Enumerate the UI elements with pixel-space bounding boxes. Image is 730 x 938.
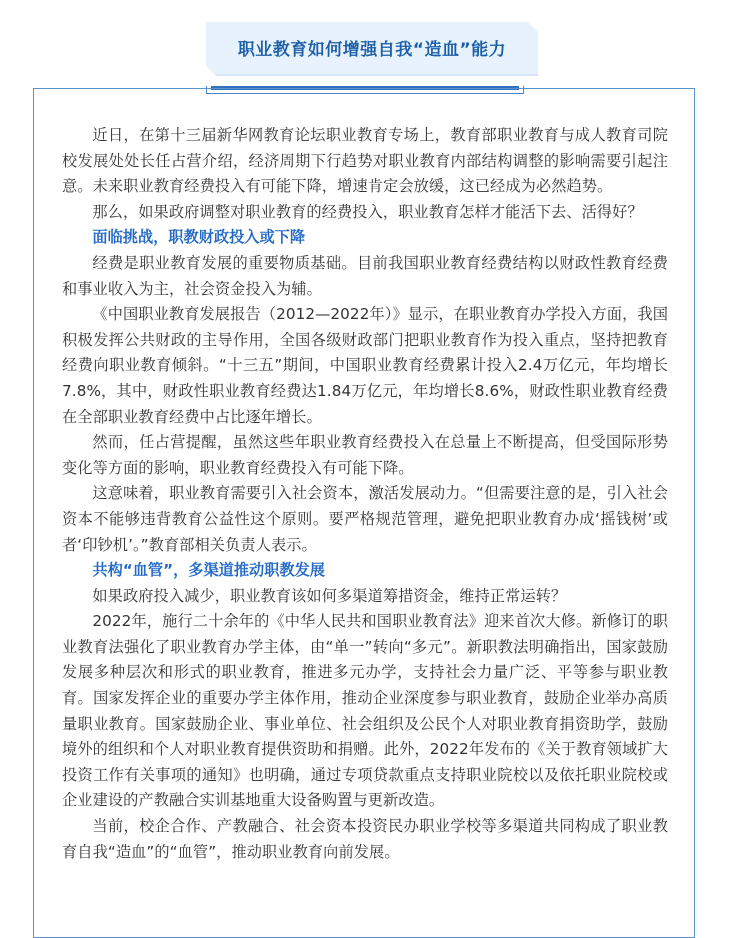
paragraph-intro: 近日，在第十三届新华网教育论坛职业教育专场上，教育部职业教育与成人教育司院校发展处处长任占营介绍，经济周期下行趋势对职业教育内部结构调整的影响需要引起注意。未来职业教育经费投入有可能下降，增速肯定会放缓，这已经成为必然趋势。 — [62, 126, 668, 196]
paragraph-social-capital: 这意味着，职业教育需要引入社会资本，激活发展动力。“但需要注意的是，引入社会资本不能够违背教育公益性这个原则。要严格规范管理，避免把职业教育办成‘摇钱树’或者‘印钞机’。”教育部相关负责人表示。 — [62, 484, 668, 554]
paragraph-law: 2022年，施行二十余年的《中华人民共和国职业教育法》迎来首次大修。新修订的职业教育法强化了职业教育办学主体，由“单一”转向“多元”。新职教法明确指出，国家鼓励发展多种层次和形式的职业教育，推进多元办学，支持社会力量广泛、平等参与职业教育。国家发挥企业的重要办学主体作用，推动企业深度参与职业教育，鼓励企业举办高质量职业教育。国家鼓励企业、事业单位、社会组织及公民个人对职业教育捐资助学，鼓励境外的组织和个人对职业教育提供资助和捐赠。此外，2022年发布的《关于教育领域扩大投资工作有关事项的通知》也明确，通过专项贷款重点支持职业院校以及依托职业院校或企业建设的产教融合实训基地重大设备购置与更新改造。 — [62, 612, 668, 810]
paragraph-warning: 然而，任占营提醒，虽然这些年职业教育经费投入在总量上不断提高，但受国际形势变化等方面的影响，职业教育经费投入有可能下降。 — [62, 433, 668, 477]
article-body — [62, 123, 668, 865]
paragraph-funding-question: 如果政府投入减少，职业教育该如何多渠道筹措资金，维持正常运转？ — [92, 586, 567, 605]
paragraph-question: 那么，如果政府调整对职业教育的经费投入，职业教育怎样才能活下去、活得好？ — [92, 202, 643, 221]
paragraph-funding-basis: 经费是职业教育发展的重要物质基础。目前我国职业教育经费结构以财政性教育经费和事业收入为主，社会资金投入为辅。 — [62, 253, 668, 298]
section-heading-channels: 共构“血管”，多渠道推动职教发展 — [92, 561, 325, 580]
section-heading-challenge: 面临挑战，职教财政投入或下降 — [92, 228, 306, 247]
title-corner-decoration — [206, 66, 216, 76]
title-box — [206, 22, 538, 76]
title-corner-decoration — [528, 22, 538, 32]
article-title: 职业教育如何增强自我“造血”能力 — [237, 40, 507, 60]
paragraph-report: 《中国职业教育发展报告（2012—2022年）》显示，在职业教育办学投入方面，我国积极发挥公共财政的主导作用，全国各级财政部门把职业教育作为投入重点，坚持把教育经费向职业教育倾斜。“十三五”期间，中国职业教育经费累计投入2.4万亿元，年均增长7.8%，其中，财政性职业教育经费达1.84万亿元，年均增长8.6%，财政性职业教育经费在全部职业教育经费中占比逐年增长。 — [62, 305, 668, 426]
paragraph-conclusion: 当前，校企合作、产教融合、社会资本投资民办职业学校等多渠道共同构成了职业教育自我“造血”的“血管”，推动职业教育向前发展。 — [62, 817, 668, 861]
title-banner — [0, 0, 730, 100]
